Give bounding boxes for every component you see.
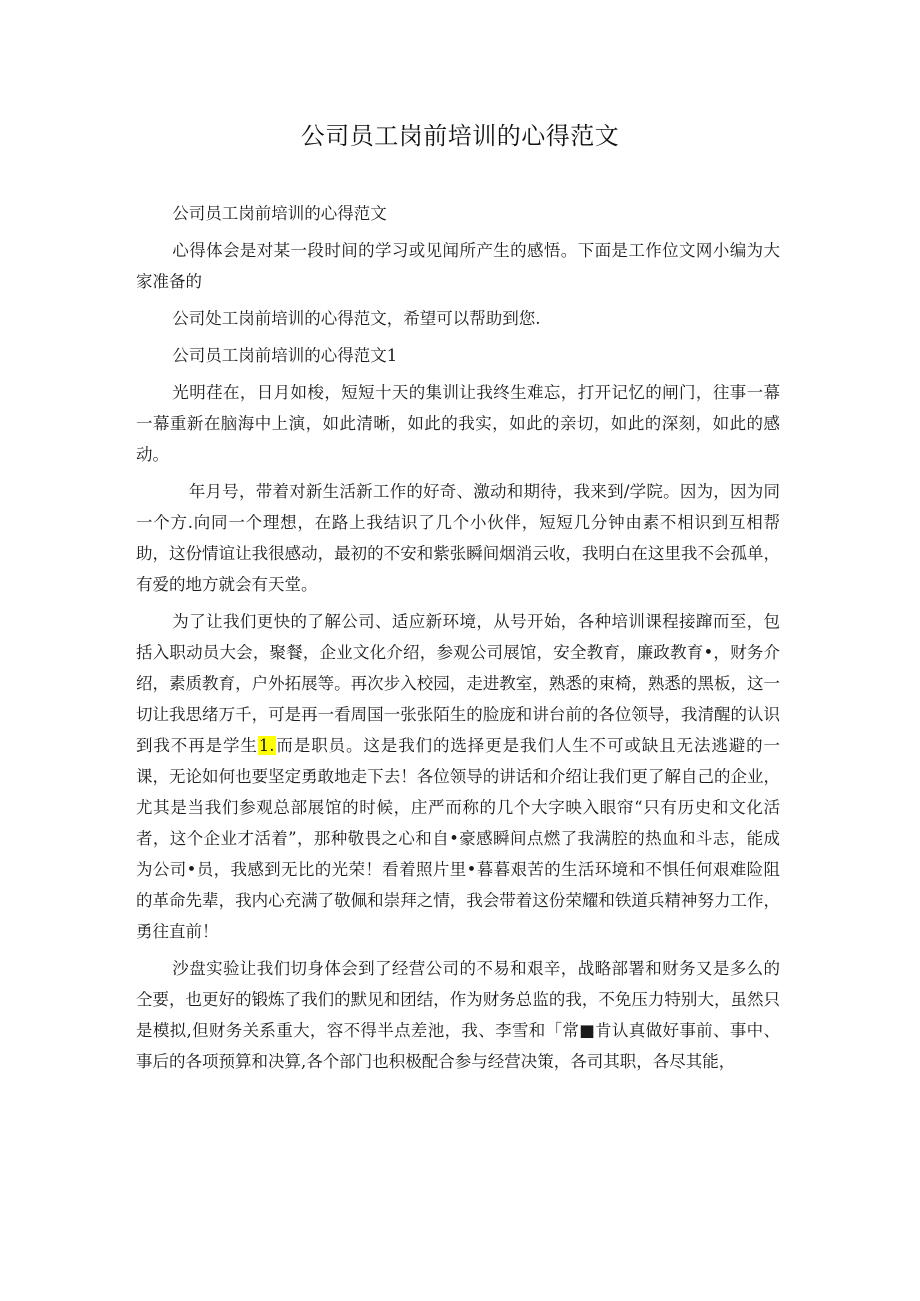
paragraph-intro: 心得体会是对某一段时间的学习或见闻所产生的感悟。下面是工作位文网小编为大家准备的 bbox=[136, 241, 780, 291]
paragraph-subtitle: 公司员工岗前培训的心得范文 bbox=[172, 204, 387, 223]
paragraph-training bbox=[136, 606, 780, 947]
document-body bbox=[136, 198, 780, 1083]
paragraph-training-part-2: 而是职员。这是我们的选择更是我们人生不可或缺且无法逃避的一课，无论如何也要坚定勇敢地走下去！各位领导的讲话和介绍让我们更了解自己的企业，尤其是当我们参观总部展馆的时候，庄严而称的几个大字映入眼帘“只有历史和文化活者，这个企业才活着”，那种敬畏之心和自•豪感瞬间点燃了我满腔的热血和斗志，能成为公司•员，我感到无比的光荣！看着照片里•暮暮艰苦的生活环境和不惧任何艰难险阻的革命先辈，我内心充满了敬佩和崇拜之情，我会带着这份荣耀和铁道兵精神努力工作，勇往直前！ bbox=[136, 736, 781, 941]
highlighted-text: 1. bbox=[258, 736, 275, 755]
paragraph-sandbox: 沙盘实验让我们切身体会到了经营公司的不易和艰辛，战略部署和财务又是多么的仝要，也更好的锻炼了我们的默见和团结，作为财务总监的我，不免压力特别大，虽然只是模拟,但财务关系重大，容不得半点差池，我、李雪和「常■肯认真做好事前、事中、事后的各项预算和决算,各个部门也积极配合参与经营决策，各司其职，各尽其能， bbox=[136, 959, 780, 1071]
document-title: 公司员工岗前培训的心得范文 bbox=[300, 122, 620, 150]
paragraph-arrival: 年月号，带着对新生活新工作的好奇、激动和期待，我来到/学院。因为，因为同一个方.向同一个理想，在路上我结识了几个小伙伴，短短几分钟由素不相识到互相帮助，这份情谊让我很感动，最初的不安和紫张瞬间烟消云收，我明白在这里我不会孤单，有爱的地方就会有天堂。 bbox=[136, 482, 780, 594]
paragraph-wish: 公司处工岗前培训的心得范文，希望可以帮助到您. bbox=[172, 309, 541, 328]
paragraph-training-part-1: 为了让我们更快的了解公司、适应新环境，从号开始，各种培训课程接蹿而至，包括入职动员大会，聚餐，企业文化介绍，参观公司展馆，安全教育，廉政教育•，财务介绍，素质教育，户外拓展等。再次步入校园，走进教室，熟悉的束椅，熟悉的黑板，这一切让我思绪万千，可是再一看周国一张张陌生的脸庞和讲台前的各位领导，我清醒的认识到我不再是学生 bbox=[136, 612, 780, 755]
paragraph-section-heading: 公司员工岗前培训的心得范文1 bbox=[172, 346, 398, 365]
paragraph-memory: 光明荏在，日月如梭，短短十天的集训让我终生难忘，打开记忆的闸门，往事一幕一幕重新在脑海中上演，如此清晰，如此的我实，如此的亲切，如此的深刻，如此的感动。 bbox=[136, 383, 780, 464]
